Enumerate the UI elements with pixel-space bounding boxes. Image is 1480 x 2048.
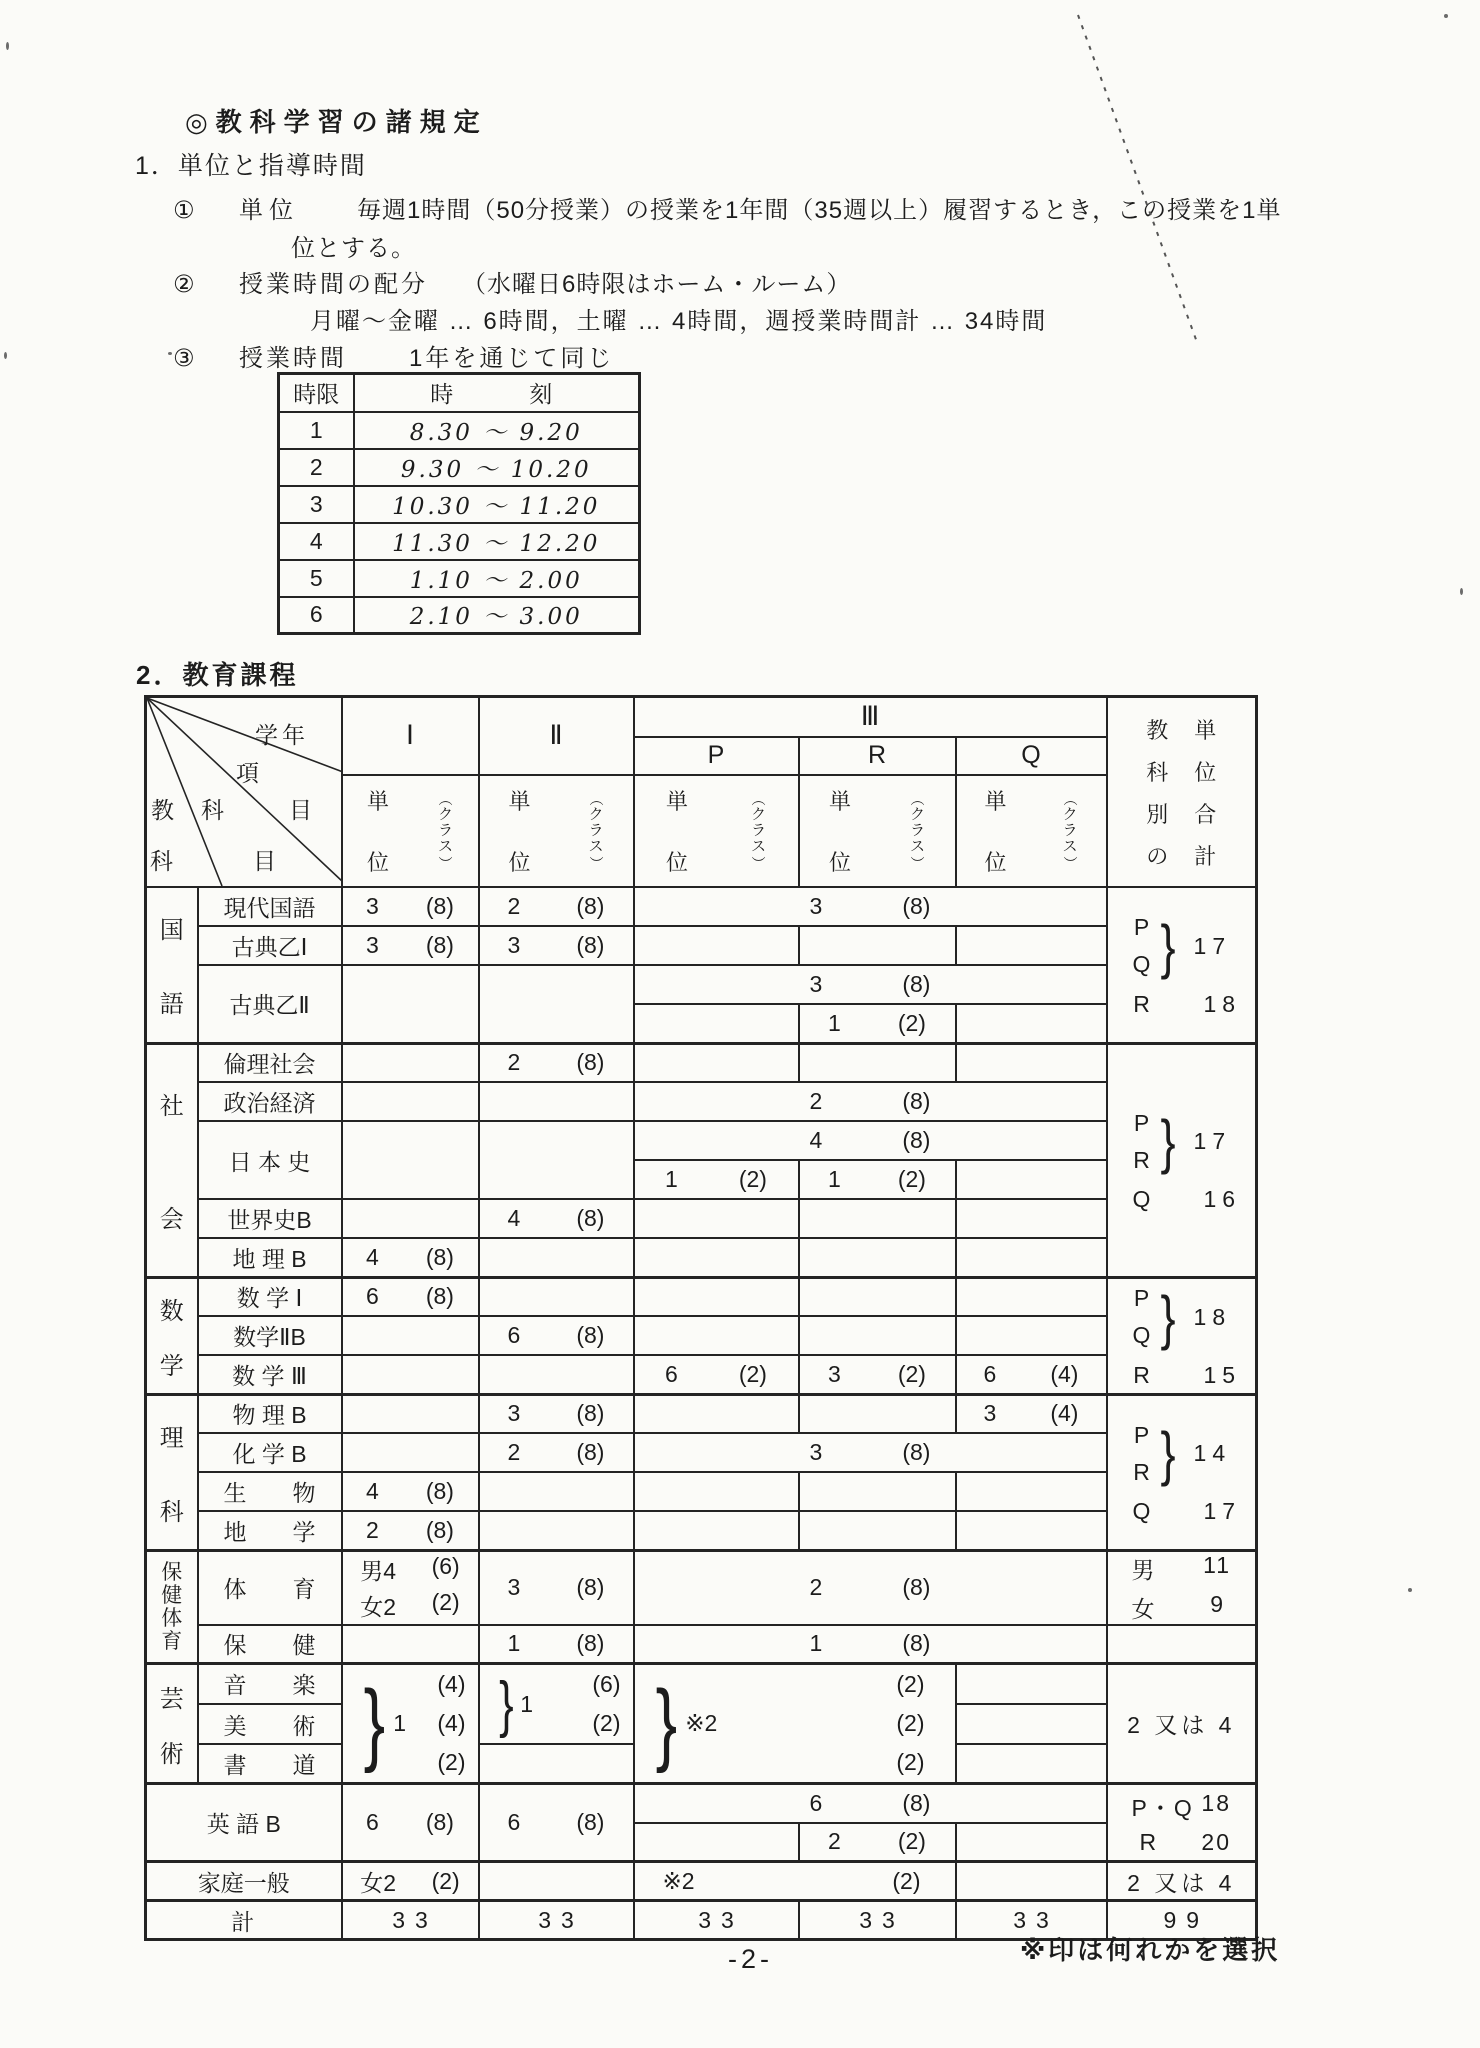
col-period-header: 時限: [279, 374, 354, 412]
summary-geijutsu: 2 又は 4: [1107, 1664, 1257, 1784]
row-rinri: [146, 1043, 1257, 1082]
char: ク: [437, 805, 453, 823]
value-cell: 2 (8): [479, 1043, 634, 1082]
empty-cell: [479, 1238, 634, 1277]
empty-cell: [956, 1472, 1107, 1511]
empty-cell: [956, 1511, 1107, 1550]
char: 別: [1146, 801, 1169, 827]
grade-1-header: Ⅰ: [342, 697, 479, 775]
value-cell-span: 2 (8): [634, 1550, 1107, 1625]
char: 数: [159, 1297, 184, 1325]
corner-label-gakunen: 学年: [255, 722, 309, 748]
section-2-heading: 2．教育課程: [136, 660, 299, 690]
char: ラ: [437, 821, 453, 839]
scan-speck: [1408, 1588, 1412, 1592]
char: ）: [1061, 855, 1078, 870]
char: ク: [909, 805, 925, 823]
empty-cell: [342, 965, 479, 1043]
empty-cell: [956, 1704, 1107, 1744]
char: 計: [1194, 843, 1217, 869]
value-cell: 1 (2): [634, 1160, 799, 1199]
timetable-row: [279, 412, 640, 449]
corner-label-moku2: 目: [253, 848, 276, 874]
timetable-header-row: [279, 374, 640, 412]
char: ク: [1062, 805, 1078, 823]
summary-header: [1107, 697, 1257, 888]
value-cell: 3 (8): [479, 1394, 634, 1433]
subject-cell: 数 学 Ⅰ: [198, 1277, 342, 1316]
value-cell: 6 (8): [342, 1784, 479, 1862]
timetable-row: [279, 523, 640, 560]
subject-cell: 現代国語: [198, 887, 342, 926]
value-cell: 4 (8): [342, 1472, 479, 1511]
group-hotai: [146, 1550, 198, 1664]
period-number: 2: [279, 449, 354, 486]
row-sugaku2b: [146, 1316, 1257, 1355]
char: ス: [909, 837, 925, 855]
empty-cell: [479, 965, 634, 1043]
scan-speck: [4, 352, 7, 359]
char: ）: [909, 855, 926, 870]
empty-cell: [634, 1472, 799, 1511]
empty-cell: [634, 1199, 799, 1238]
empty-cell: [479, 1121, 634, 1199]
value-cell: 2 (8): [479, 1433, 634, 1472]
empty-cell: [956, 1238, 1107, 1277]
scan-speck: [1444, 14, 1448, 18]
group-rika: [146, 1394, 198, 1550]
timetable-row: [279, 449, 640, 486]
value-cell-span: 2 (8): [634, 1082, 1107, 1121]
empty-cell: [479, 1862, 634, 1901]
char: 育: [161, 1629, 183, 1653]
corner-diagonal: [147, 698, 341, 886]
period-number: 6: [279, 597, 354, 634]
value-cell: 1 (2): [799, 1160, 956, 1199]
empty-cell: [956, 1744, 1107, 1783]
value-cell-span: 3 (8): [634, 1433, 1107, 1472]
item-2-line: [173, 264, 851, 299]
value-cell: 1 (8): [479, 1625, 634, 1664]
corner-label-kyo: 教: [151, 797, 174, 823]
group-geijutsu: [146, 1664, 198, 1784]
row-seibutsu: [146, 1472, 1257, 1511]
subject-cell: 地 学: [198, 1511, 342, 1550]
subject-cell: 生 物: [198, 1472, 342, 1511]
empty-cell: [634, 1394, 799, 1433]
value-cell-span: 6 (8): [634, 1784, 1107, 1823]
value-cell-span: ※2 (2): [634, 1862, 956, 1901]
char: ）: [587, 855, 604, 870]
scan-speck: [168, 352, 172, 355]
char: 合: [1194, 801, 1217, 827]
empty-cell: [342, 1043, 479, 1082]
char: 単: [828, 788, 851, 814]
value-cell: 4 (8): [342, 1238, 479, 1277]
class-q-header: Q: [956, 737, 1107, 775]
empty-cell: [956, 1862, 1107, 1901]
char: 芸: [159, 1685, 184, 1713]
subject-cell: 書 道: [198, 1744, 342, 1783]
value-cell-span: 3 (8): [634, 965, 1107, 1004]
empty-cell: [799, 1472, 956, 1511]
header-row-grades: [146, 697, 1257, 737]
timetable-row: [279, 597, 640, 634]
subject-cell: 音 楽: [198, 1664, 342, 1704]
empty-cell: [634, 1823, 799, 1862]
char: ス: [750, 837, 766, 855]
row-eigo-upper: [146, 1784, 1257, 1823]
char: （: [437, 791, 454, 806]
empty-cell: [956, 1277, 1107, 1316]
total-class-r: 33: [799, 1901, 956, 1940]
char: 術: [159, 1740, 184, 1768]
empty-cell: [956, 1160, 1107, 1199]
brace-glyph: }: [498, 1669, 514, 1739]
empty-cell: [342, 1199, 479, 1238]
value-cell: 6 (2): [634, 1355, 799, 1394]
summary-header-right: [1194, 708, 1216, 876]
scan-speck: [6, 42, 9, 50]
brace-glyph: }: [1160, 1420, 1176, 1487]
char: 科: [1146, 759, 1169, 785]
char: ラ: [909, 821, 925, 839]
char: 単: [366, 788, 389, 814]
total-class-p: 33: [634, 1901, 799, 1940]
char: ラ: [1062, 821, 1078, 839]
value-cell: 3 (8): [479, 926, 634, 965]
selection-footnote: ※印は何れかを選択: [1020, 1935, 1281, 1965]
row-taiiku: [146, 1550, 1257, 1625]
subject-cell: 倫理社会: [198, 1043, 342, 1082]
row-chigaku: [146, 1511, 1257, 1550]
period-number: 5: [279, 560, 354, 597]
value-cell-two-line: 男4 (6) 女2 (2): [342, 1550, 479, 1625]
item-1-text: 毎週1時間（50分授業）の授業を1年間（35週以上）履習するとき，この授業を1単: [357, 197, 1282, 224]
subject-cell: 古典乙Ⅰ: [198, 926, 342, 965]
char: 位: [366, 849, 389, 875]
empty-cell: [799, 1511, 956, 1550]
period-timetable: [277, 372, 641, 635]
char: 単: [665, 788, 688, 814]
empty-cell: [342, 1625, 479, 1664]
diagonal-lines: [147, 698, 343, 886]
subject-cell: 保 健: [198, 1625, 342, 1664]
total-sum: 99: [1107, 1901, 1257, 1940]
empty-cell: [799, 1394, 956, 1433]
empty-cell: [479, 1744, 634, 1783]
empty-cell: [479, 1472, 634, 1511]
subject-cell: 物 理 B: [198, 1394, 342, 1433]
row-katei: [146, 1862, 1257, 1901]
row-butsuri: [146, 1394, 1257, 1433]
summary-header-left: [1146, 708, 1168, 876]
col-time-header: 時 刻: [354, 374, 640, 412]
empty-cell: [956, 1664, 1107, 1704]
value-cell: 4 (8): [479, 1199, 634, 1238]
char: ）: [437, 855, 454, 870]
empty-cell: [342, 1394, 479, 1433]
corner-label-moku1: 目: [289, 797, 312, 823]
subject-cell: 美 術: [198, 1704, 342, 1744]
char: ク: [588, 805, 604, 823]
char: 教: [1146, 717, 1169, 743]
scan-scratch-mark: [1060, 10, 1220, 355]
units-class-subheader: [799, 775, 956, 887]
subject-cell: 体 育: [198, 1550, 342, 1625]
period-time: 2.10 〜 3.00: [354, 597, 640, 634]
brace-glyph: }: [363, 1672, 385, 1774]
corner-label-kyoka: 科: [150, 848, 173, 874]
subject-cell: 家庭一般: [146, 1862, 342, 1901]
char: 科: [159, 1498, 184, 1526]
char: （: [909, 791, 926, 806]
arts-grade2-cell: } 1 (6) (2): [479, 1664, 634, 1745]
char: 体: [161, 1606, 183, 1630]
circled-1: ①: [173, 197, 196, 224]
summary-hotai: 男 11 女 9: [1107, 1550, 1257, 1625]
empty-cell: [342, 1355, 479, 1394]
char: （: [1061, 791, 1078, 806]
brace-glyph: }: [1160, 1108, 1176, 1175]
summary-rika: P R } 14 Q 17: [1107, 1394, 1257, 1550]
char: 位: [665, 849, 688, 875]
period-time: 10.30 〜 11.20: [354, 486, 640, 523]
value-cell-span: 3 (8): [634, 887, 1107, 926]
grade-2-header: Ⅱ: [479, 697, 634, 775]
corner-cell: [146, 697, 342, 888]
item-2-note: （水曜日6時限はホーム・ルーム）: [462, 271, 852, 298]
page-title: ◎教科学習の諸規定: [185, 107, 488, 137]
value-cell: 6 (4): [956, 1355, 1107, 1394]
char: ラ: [750, 821, 766, 839]
grade-3-header: Ⅲ: [634, 697, 1107, 737]
group-shakai: [146, 1043, 198, 1277]
char: 会: [159, 1206, 184, 1233]
summary-eigo: P・Q 18 R 20: [1107, 1784, 1257, 1862]
timetable-row: [279, 486, 640, 523]
subject-cell: 古典乙Ⅱ: [198, 965, 342, 1043]
empty-cell: [799, 1238, 956, 1277]
period-time: 1.10 〜 2.00: [354, 560, 640, 597]
char: 単: [984, 788, 1007, 814]
subject-cell: 数学ⅡB: [198, 1316, 342, 1355]
units-class-subheader: [342, 775, 479, 887]
char: 語: [159, 991, 184, 1019]
empty-cell: [634, 1043, 799, 1082]
item-2-detail: 月曜〜金曜 … 6時間，土曜 … 4時間，週授業時間計 … 34時間: [310, 308, 1048, 335]
row-ongaku: [146, 1664, 1257, 1704]
char: 位: [508, 849, 531, 875]
empty-cell: [634, 1004, 799, 1043]
row-gendai-kokugo: [146, 887, 1257, 926]
value-cell: 女2 (2): [342, 1862, 479, 1901]
subject-cell: 数 学 Ⅲ: [198, 1355, 342, 1394]
row-koten2-upper: [146, 965, 1257, 1004]
empty-cell: [479, 1277, 634, 1316]
empty-cell: [634, 1238, 799, 1277]
char: 学: [159, 1352, 184, 1380]
units-class-subheader: [956, 775, 1107, 887]
value-cell: 6 (8): [479, 1784, 634, 1862]
item-1-text-cont: 位とする。: [291, 235, 416, 262]
char: ス: [588, 837, 604, 855]
timetable-row: [279, 560, 640, 597]
item-3-note: 1年を通じて同じ: [409, 345, 615, 372]
char: ク: [750, 805, 766, 823]
period-number: 1: [279, 412, 354, 449]
units-class-subheader: [479, 775, 634, 887]
empty-cell: [956, 1316, 1107, 1355]
char: 健: [161, 1583, 183, 1607]
char: 理: [159, 1424, 184, 1452]
empty-cell: [342, 1316, 479, 1355]
page-number: -2-: [728, 1944, 773, 1974]
value-cell: 3 (4): [956, 1394, 1107, 1433]
item-3-line: [173, 338, 614, 373]
row-hoken: [146, 1625, 1257, 1664]
char: ス: [437, 837, 453, 855]
empty-cell: [634, 1316, 799, 1355]
char: 社: [159, 1093, 184, 1120]
row-sugaku1: [146, 1277, 1257, 1316]
char: 単: [1194, 717, 1217, 743]
subject-cell: 英 語 B: [146, 1784, 342, 1862]
total-label: 計: [146, 1901, 342, 1940]
empty-cell: [634, 926, 799, 965]
subject-cell: 世界史B: [198, 1199, 342, 1238]
item-1-term: 単位: [239, 197, 299, 224]
row-koten1: [146, 926, 1257, 965]
value-cell: 3 (2): [799, 1355, 956, 1394]
empty-cell: [956, 1004, 1107, 1043]
value-cell: 3 (8): [342, 887, 479, 926]
period-time: 11.30 〜 12.20: [354, 523, 640, 560]
corner-label-kou: 項: [236, 760, 259, 786]
section-1-heading: 1．単位と指導時間: [135, 152, 367, 180]
row-nihonshi-upper: [146, 1121, 1257, 1160]
value-cell-span: 4 (8): [634, 1121, 1107, 1160]
value-cell: 6 (8): [342, 1277, 479, 1316]
scan-speck: [1460, 588, 1463, 595]
char: （: [750, 791, 767, 806]
circled-2: ②: [173, 271, 196, 298]
value-cell: 3 (8): [479, 1550, 634, 1625]
value-cell: 6 (8): [479, 1316, 634, 1355]
subject-cell: 政治経済: [198, 1082, 342, 1121]
arts-grade3-cell: } ※2 (2) (2) (2): [634, 1664, 956, 1784]
empty-cell: [956, 1823, 1107, 1862]
period-time: 9.30 〜 10.20: [354, 449, 640, 486]
empty-cell: [479, 1511, 634, 1550]
empty-cell: [799, 1316, 956, 1355]
row-kagaku: [146, 1433, 1257, 1472]
char: 単: [508, 788, 531, 814]
char: 国: [159, 917, 184, 945]
item-3-term: 授業時間: [239, 345, 347, 372]
empty-cell: [342, 1433, 479, 1472]
value-cell: 3 (8): [342, 926, 479, 965]
total-class-q: 33: [956, 1901, 1107, 1940]
value-cell: 2 (8): [479, 887, 634, 926]
char: の: [1146, 843, 1169, 869]
class-p-header: P: [634, 737, 799, 775]
summary-shakai: P R } 17 Q 16: [1107, 1043, 1257, 1277]
subject-cell: 地 理 B: [198, 1238, 342, 1277]
empty-cell: [479, 1082, 634, 1121]
units-class-subheader: [634, 775, 799, 887]
brace-glyph: }: [1160, 1283, 1176, 1351]
empty-cell: [1107, 1625, 1257, 1664]
value-cell-span: 1 (8): [634, 1625, 1107, 1664]
char: 位: [828, 849, 851, 875]
empty-cell: [634, 1511, 799, 1550]
total-grade1: 33: [342, 1901, 479, 1940]
empty-cell: [342, 1082, 479, 1121]
empty-cell: [799, 1199, 956, 1238]
empty-cell: [956, 1043, 1107, 1082]
summary-kokugo: P Q } 17 R 18: [1107, 887, 1257, 1043]
char: ス: [1062, 837, 1078, 855]
empty-cell: [342, 1121, 479, 1199]
group-sugaku: [146, 1277, 198, 1394]
row-sugaku3: [146, 1355, 1257, 1394]
total-grade2: 33: [479, 1901, 634, 1940]
empty-cell: [634, 1277, 799, 1316]
period-number: 3: [279, 486, 354, 523]
empty-cell: [956, 1199, 1107, 1238]
period-time: 8.30 〜 9.20: [354, 412, 640, 449]
row-sekaishi: [146, 1199, 1257, 1238]
char: ラ: [588, 821, 604, 839]
curriculum-table: [144, 695, 1258, 1941]
brace-glyph: }: [655, 1672, 677, 1774]
period-number: 4: [279, 523, 354, 560]
row-chiri: [146, 1238, 1257, 1277]
value-cell: 2 (8): [342, 1511, 479, 1550]
corner-label-ka: 科: [201, 797, 224, 823]
empty-cell: [479, 1355, 634, 1394]
char: （: [587, 791, 604, 806]
value-cell: 1 (2): [799, 1004, 956, 1043]
char: 位: [1194, 759, 1217, 785]
value-cell: 2 (2): [799, 1823, 956, 1862]
class-r-header: R: [799, 737, 956, 775]
item-2-term: 授業時間の配分: [239, 271, 428, 298]
subject-cell: 化 学 B: [198, 1433, 342, 1472]
empty-cell: [956, 926, 1107, 965]
brace-glyph: }: [1160, 912, 1176, 980]
row-seikei: [146, 1082, 1257, 1121]
empty-cell: [799, 926, 956, 965]
summary-katei: 2 又は 4: [1107, 1862, 1257, 1901]
group-kokugo: [146, 887, 198, 1043]
circled-3: ③: [173, 345, 196, 372]
char: ）: [750, 855, 767, 870]
summary-sugaku: P Q } 18 R 15: [1107, 1277, 1257, 1394]
subject-cell: 日 本 史: [198, 1121, 342, 1199]
char: 位: [984, 849, 1007, 875]
arts-grade1-cell: } 1 (4) (4) (2): [342, 1664, 479, 1784]
empty-cell: [799, 1277, 956, 1316]
char: 保: [161, 1560, 183, 1584]
empty-cell: [799, 1043, 956, 1082]
